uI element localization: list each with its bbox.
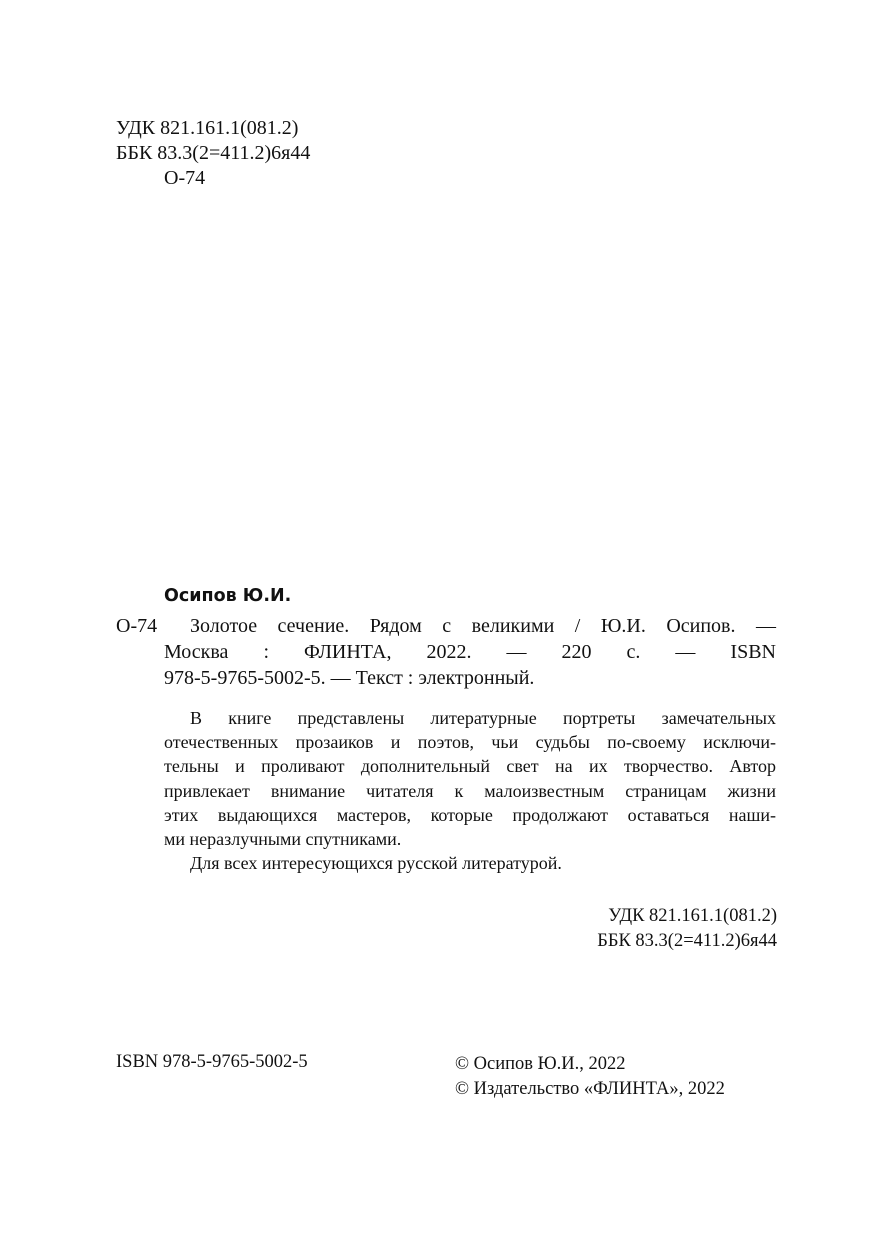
annotation-line: ми неразлучными спутниками. — [164, 829, 402, 850]
copyright-author: © Осипов Ю.И., 2022 — [455, 1054, 626, 1074]
annotation-audience: Для всех интересующихся русской литературой. — [190, 853, 562, 874]
udk-code: УДК 821.161.1(081.2) — [116, 117, 299, 139]
record-author: Осипов Ю.И. — [164, 586, 292, 606]
copyright-block — [455, 1052, 725, 1102]
annotation — [164, 706, 776, 875]
copyright-publisher: © Издательство «ФЛИНТА», 2022 — [455, 1079, 725, 1099]
annotation-line: В книге представлены литературные портреты замечательных — [190, 708, 776, 728]
author-mark: О-74 — [164, 167, 206, 189]
footer-udk-code: УДК 821.161.1(081.2) — [608, 906, 777, 926]
bbk-code: ББК 83.3(2=411.2)6я44 — [116, 142, 311, 164]
classification-footer — [597, 904, 777, 954]
annotation-line: привлекает внимание читателя к малоизвестным страницам жизни — [164, 780, 776, 801]
bibliographic-record — [116, 613, 776, 691]
record-isbn-line: 978-5-9765-5002-5. — Текст : электронный. — [164, 667, 535, 689]
annotation-line: этих выдающихся мастеров, которые продолжают оставаться наши- — [164, 804, 776, 825]
annotation-line: отечественных прозаиков и поэтов, чьи судьбы по-своему исключи- — [164, 732, 776, 753]
record-publisher-line: Москва : ФЛИНТА, 2022. — 220 с. — ISBN — [164, 641, 776, 663]
annotation-line: тельны и проливают дополнительный свет на их творчество. Автор — [164, 756, 776, 777]
footer-bbk-code: ББК 83.3(2=411.2)6я44 — [597, 931, 777, 951]
record-author-mark: О-74 — [116, 615, 158, 637]
isbn: ISBN 978-5-9765-5002-5 — [116, 1052, 308, 1072]
classification-header — [116, 116, 310, 191]
record-title-line: Золотое сечение. Рядом с великими / Ю.И. Осипов. — — [190, 615, 776, 637]
